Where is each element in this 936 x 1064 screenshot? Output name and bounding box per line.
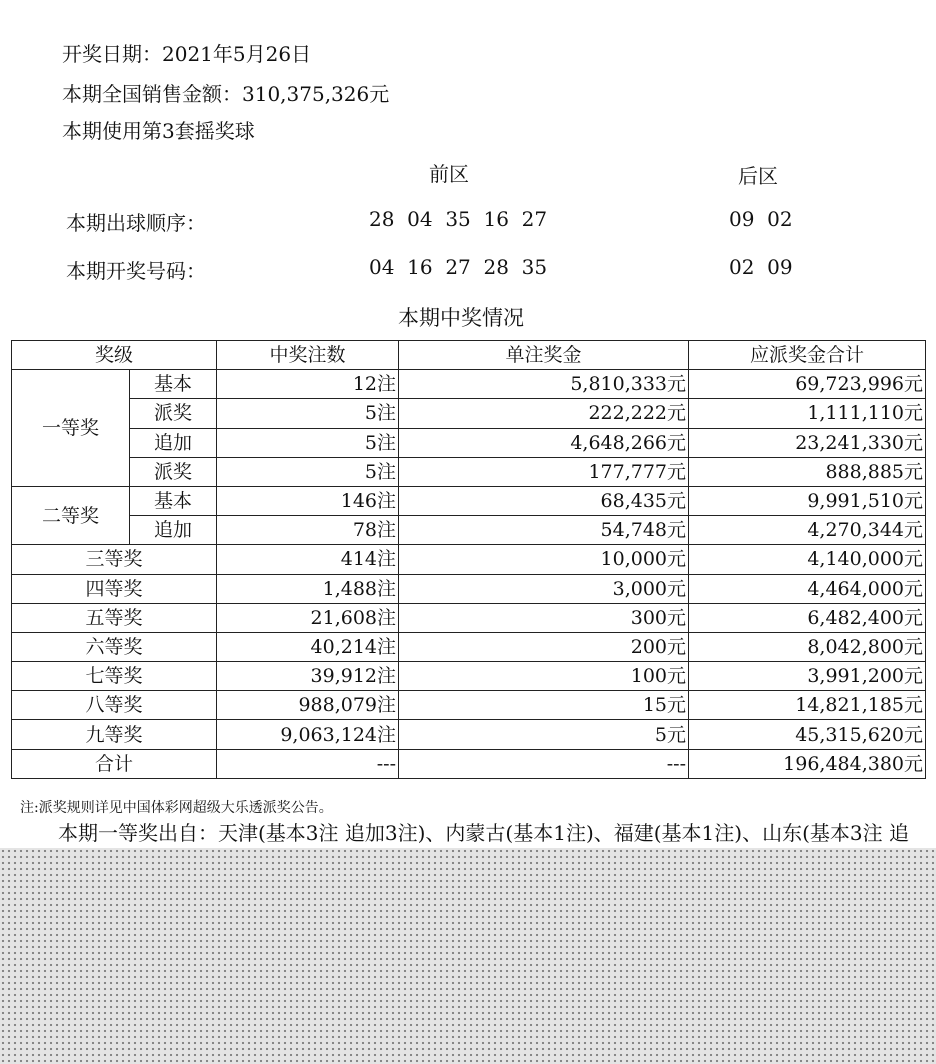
count-cell: 5注 — [217, 457, 399, 486]
table-header-row — [12, 341, 926, 370]
sub-level: 基本 — [130, 370, 217, 399]
header-level: 奖级 — [12, 341, 217, 370]
prize-level: 四等奖 — [12, 574, 217, 603]
unit-prize-cell: 4,648,266元 — [399, 428, 689, 457]
total-prize-cell: 4,270,344元 — [689, 516, 926, 545]
sub-level: 追加 — [130, 428, 217, 457]
table-row — [12, 545, 926, 574]
total-row — [12, 749, 926, 778]
count-cell: 1,488注 — [217, 574, 399, 603]
total-prize-cell: 1,111,110元 — [689, 399, 926, 428]
back-zone-label: 后区 — [738, 164, 778, 188]
draw-order-front: 28 04 35 16 27 — [369, 207, 548, 231]
first-prize-regions: 本期一等奖出自：天津(基本3注 追加3注)、内蒙古(基本1注)、福建(基本1注)、山东(基本3注 追 — [58, 821, 909, 845]
prize-table — [11, 340, 926, 779]
footnote: 注:派奖规则详见中国体彩网超级大乐透派奖公告。 — [20, 800, 333, 816]
winning-numbers-label: 本期开奖号码： — [66, 259, 206, 283]
prize-table-title: 本期中奖情况 — [398, 306, 524, 330]
total-prize-cell: 14,821,185元 — [689, 691, 926, 720]
prize-level: 六等奖 — [12, 632, 217, 661]
count-cell: 78注 — [217, 516, 399, 545]
count-cell: 9,063,124注 — [217, 720, 399, 749]
total-prize-cell: 6,482,400元 — [689, 603, 926, 632]
table-row — [12, 457, 926, 486]
count-cell: 39,912注 — [217, 662, 399, 691]
total-prize-cell: 45,315,620元 — [689, 720, 926, 749]
unit-prize-cell: 100元 — [399, 662, 689, 691]
total-prize-cell: 9,991,510元 — [689, 486, 926, 515]
winning-numbers-back: 02 09 — [729, 255, 793, 279]
count-cell: 414注 — [217, 545, 399, 574]
header-count: 中奖注数 — [217, 341, 399, 370]
table-row — [12, 603, 926, 632]
unit-prize-cell: 177,777元 — [399, 457, 689, 486]
total-prize-cell: 23,241,330元 — [689, 428, 926, 457]
unit-prize-cell: 300元 — [399, 603, 689, 632]
sub-level: 派奖 — [130, 457, 217, 486]
draw-order-back: 09 02 — [729, 207, 793, 231]
prize-level: 三等奖 — [12, 545, 217, 574]
count-cell: 12注 — [217, 370, 399, 399]
second-prize-label: 二等奖 — [12, 486, 130, 544]
unit-prize-cell: 5,810,333元 — [399, 370, 689, 399]
national-sales: 本期全国销售金额：310,375,326元 — [62, 82, 390, 106]
draw-order-label: 本期出球顺序： — [66, 211, 206, 235]
unit-prize-cell: 5元 — [399, 720, 689, 749]
header-total-prize: 应派奖金合计 — [689, 341, 926, 370]
dotted-overlay — [0, 848, 936, 1064]
count-cell: 5注 — [217, 428, 399, 457]
prize-level: 七等奖 — [12, 662, 217, 691]
table-row — [12, 428, 926, 457]
table-row — [12, 399, 926, 428]
sub-level: 基本 — [130, 486, 217, 515]
table-row — [12, 486, 926, 515]
count-cell: 5注 — [217, 399, 399, 428]
prize-level: 八等奖 — [12, 691, 217, 720]
table-row — [12, 370, 926, 399]
winning-numbers-front: 04 16 27 28 35 — [369, 255, 548, 279]
count-cell: --- — [217, 749, 399, 778]
count-cell: 146注 — [217, 486, 399, 515]
unit-prize-cell: 200元 — [399, 632, 689, 661]
unit-prize-cell: 54,748元 — [399, 516, 689, 545]
unit-prize-cell: 15元 — [399, 691, 689, 720]
prize-level: 九等奖 — [12, 720, 217, 749]
total-prize-cell: 4,140,000元 — [689, 545, 926, 574]
first-prize-label: 一等奖 — [12, 370, 130, 487]
unit-prize-cell: 222,222元 — [399, 399, 689, 428]
sub-level: 追加 — [130, 516, 217, 545]
total-prize-cell: 888,885元 — [689, 457, 926, 486]
unit-prize-cell: 68,435元 — [399, 486, 689, 515]
total-prize-cell: 3,991,200元 — [689, 662, 926, 691]
total-label: 合计 — [12, 749, 217, 778]
total-prize-cell: 196,484,380元 — [689, 749, 926, 778]
count-cell: 40,214注 — [217, 632, 399, 661]
unit-prize-cell: 10,000元 — [399, 545, 689, 574]
total-prize-cell: 8,042,800元 — [689, 632, 926, 661]
count-cell: 21,608注 — [217, 603, 399, 632]
front-zone-label: 前区 — [429, 162, 469, 186]
table-row — [12, 691, 926, 720]
draw-date: 开奖日期：2021年5月26日 — [62, 42, 312, 66]
unit-prize-cell: 3,000元 — [399, 574, 689, 603]
count-cell: 988,079注 — [217, 691, 399, 720]
header-unit-prize: 单注奖金 — [399, 341, 689, 370]
prize-level: 五等奖 — [12, 603, 217, 632]
table-row — [12, 632, 926, 661]
total-prize-cell: 69,723,996元 — [689, 370, 926, 399]
total-prize-cell: 4,464,000元 — [689, 574, 926, 603]
table-row — [12, 720, 926, 749]
unit-prize-cell: --- — [399, 749, 689, 778]
table-row — [12, 516, 926, 545]
table-row — [12, 662, 926, 691]
ball-set: 本期使用第3套摇奖球 — [62, 119, 255, 143]
sub-level: 派奖 — [130, 399, 217, 428]
table-row — [12, 574, 926, 603]
